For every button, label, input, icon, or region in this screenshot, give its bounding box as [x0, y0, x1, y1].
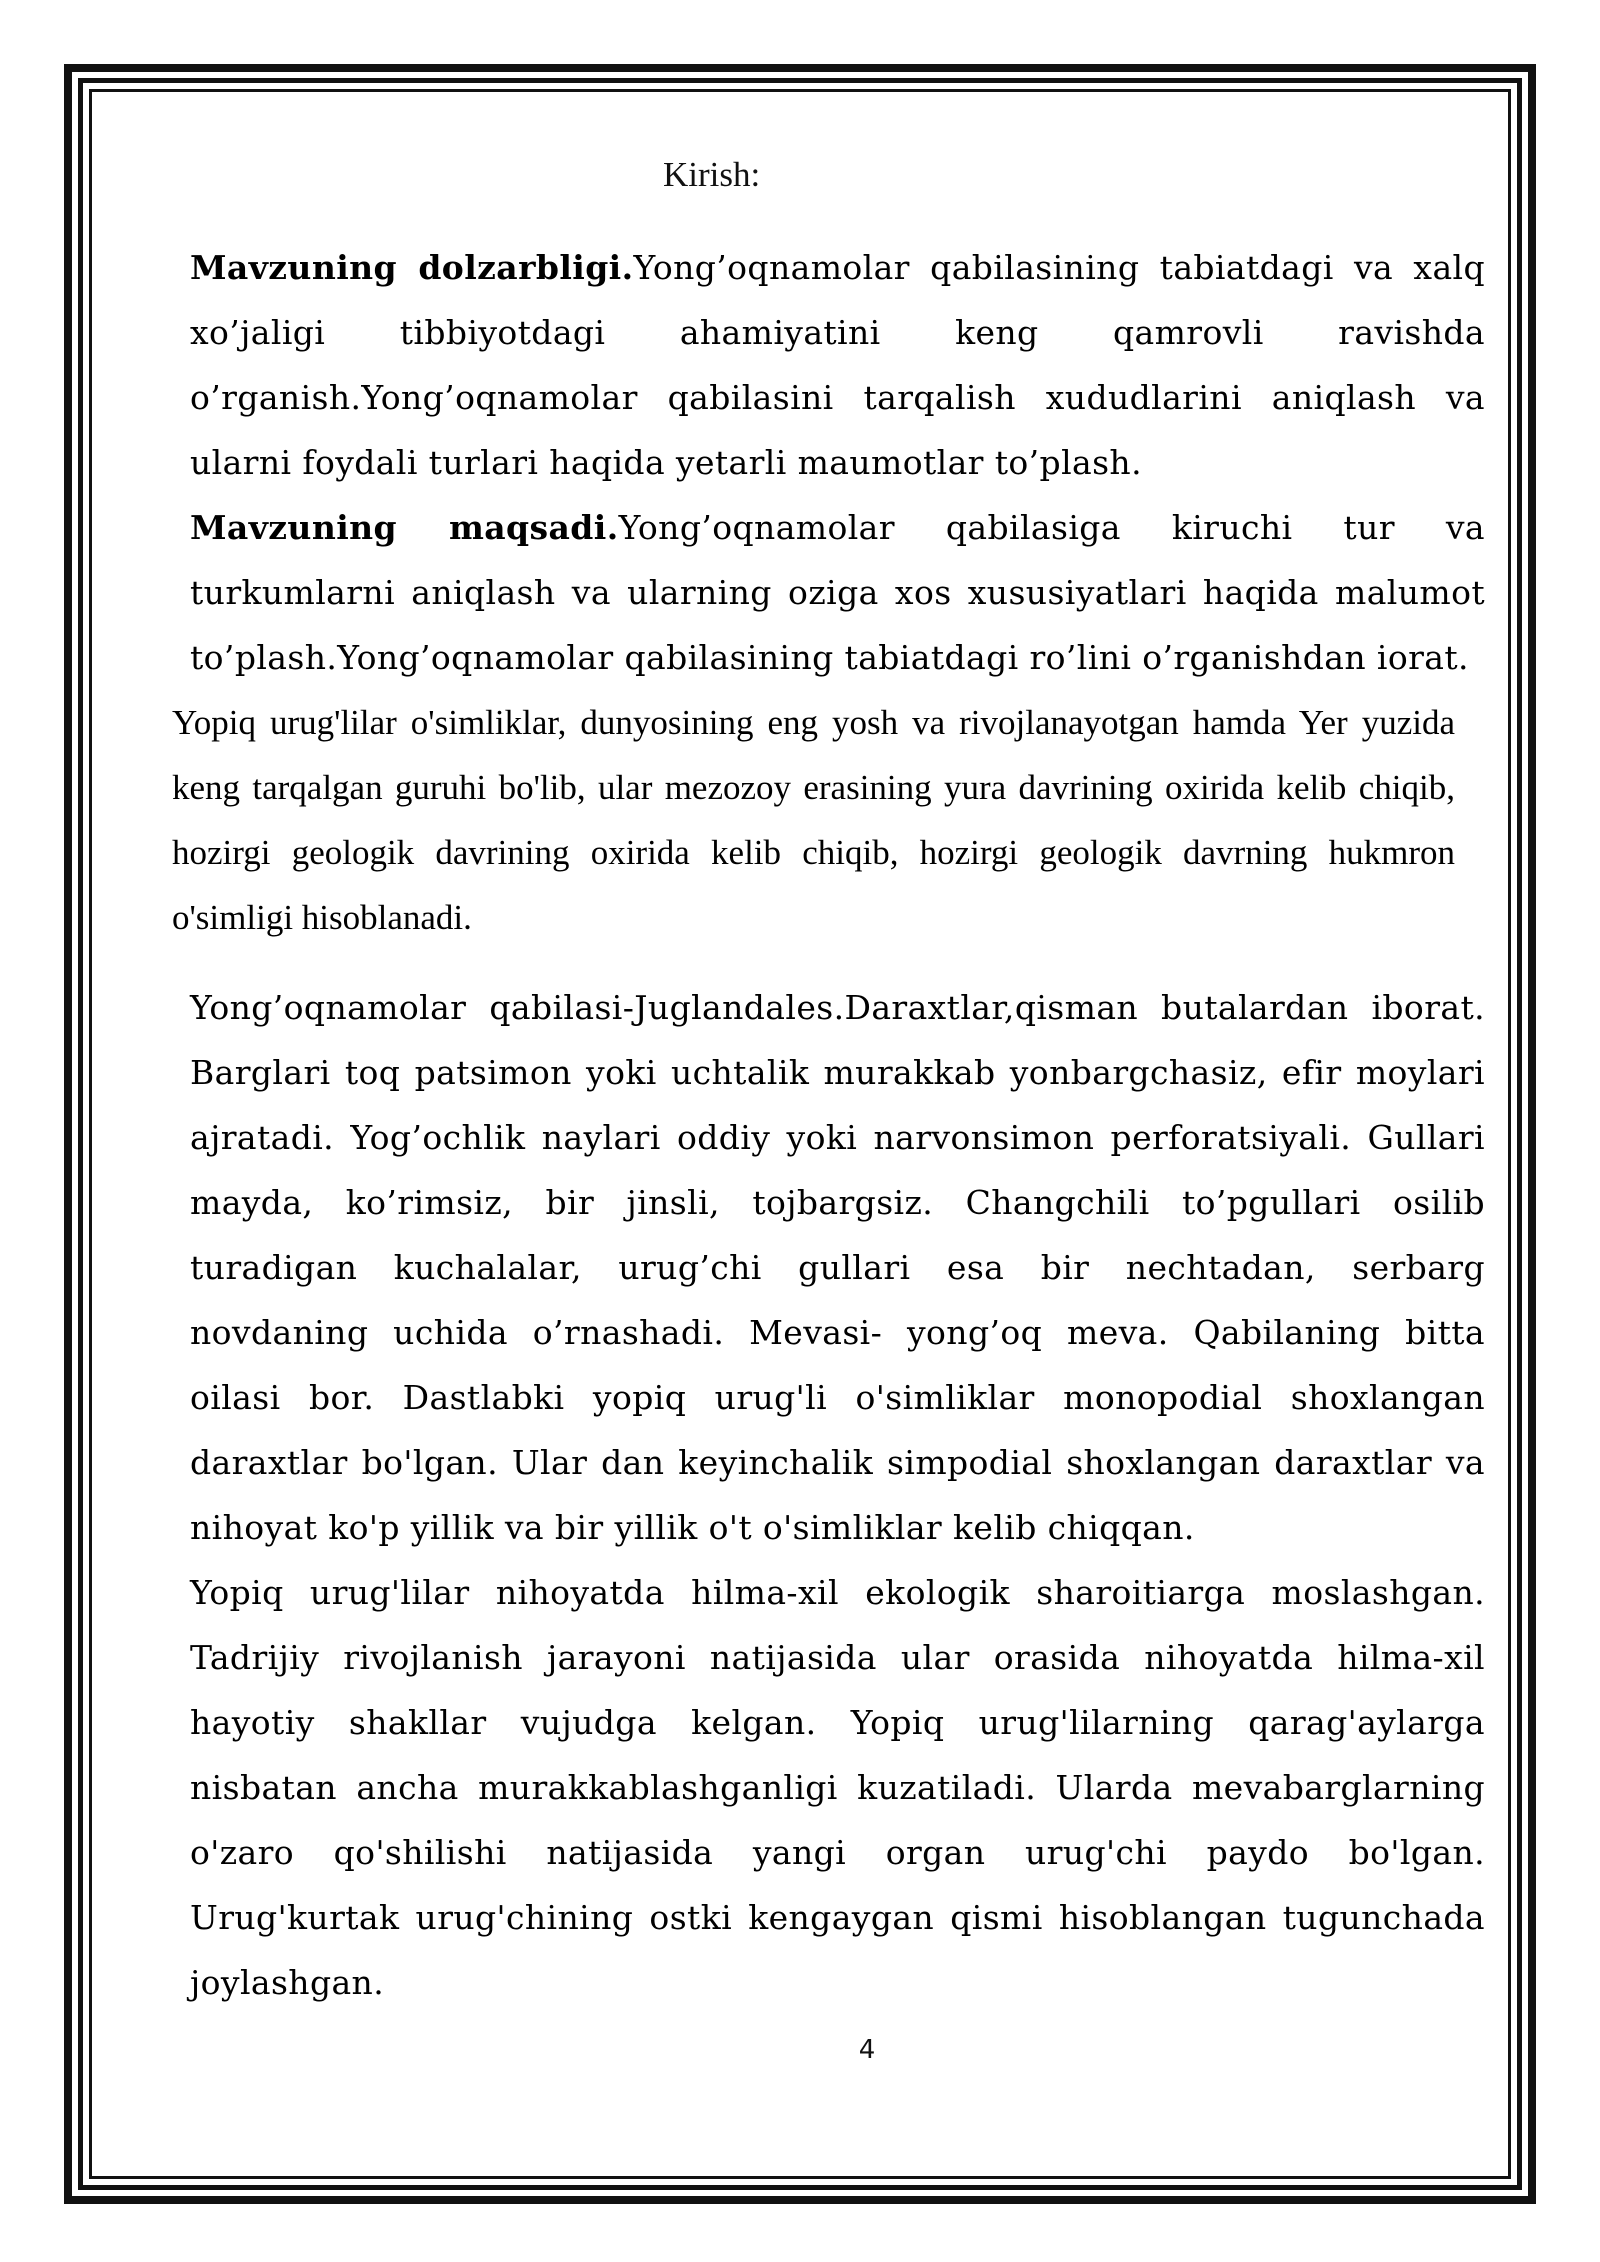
- goal-label: Mavzuning maqsadi.: [190, 508, 619, 547]
- angiosperms-paragraph: Yopiq urug'lilar o'simliklar, dunyosining eng yosh va rivojlanayotgan hamda Yer yuzida keng tarqalgan guruhi bo'lib, ular mezozoy erasining yura davrining oxirida kelib chiqib, hozirgi geologik davrining oxirida kelib chiqib, hozirgi geologik davrning hukmron o'simligi hisoblanadi.: [172, 703, 1455, 937]
- ecology-paragraph: Yopiq urug'lilar nihoyatda hilma-xil ekologik sharoitiarga moslashgan. Tadrijiy rivojlanish jarayoni natijasida ular orasida nihoyatda hilma-xil hayotiy shakllar vujudga kelgan. Yopiq urug'lilarning qarag'aylarga nisbatan ancha murakkablashganligi kuzatiladi. Ularda mevabarglarning o'zaro qo'shilishi natijasida yangi organ urug'chi paydo bo'lgan. Urug'kurtak urug'chining ostki kengaygan qismi hisoblangan tugunchada joylashgan.: [190, 1573, 1485, 2002]
- goal-text: Yong’oqnamolar qabilasiga kiruchi tur va turkumlarni aniqlash va ularning oziga xos xususiyatlari haqida malumot to’plash.Yong’oqnamolar qabilasining tabiatdagi ro’lini o’rganishdan iorat.: [190, 508, 1485, 677]
- section-heading: Kirish:: [663, 155, 761, 194]
- relevance-paragraph: [190, 235, 1485, 495]
- page-number: 4: [858, 2035, 876, 2065]
- juglandales-paragraph: Yong’oqnamolar qabilasi-Juglandales.Daraxtlar,qisman butalardan iborat. Barglari toq patsimon yoki uchtalik murakkab yonbargchasiz, efir moylari ajratadi. Yog’ochlik naylari oddiy yoki narvonsimon perforatsiyali. Gullari mayda, ko’rimsiz, bir jinsli, tojbargsiz. Changchili to’pgullari osilib turadigan kuchalalar, urug’chi gullari esa bir nechtadan, serbarg novdaning uchida o’rnashadi. Mevasi- yong’oq meva. Qabilaning bitta oilasi bor. Dastlabki yopiq urug'li o'simliklar monopodial shoxlangan daraxtlar bo'lgan. Ular dan keyinchalik simpodial shoxlangan daraxtlar va nihoyat ko'p yillik va bir yillik o't o'simliklar kelib chiqqan.: [190, 988, 1485, 1547]
- relevance-text: Yong’oqnamolar qabilasining tabiatdagi va xalq xo’jaligi tibbiyotdagi ahamiyatini keng qamrovli ravishda o’rganish.Yong’oqnamolar qabilasini tarqalish xududlarini aniqlash va ularni foydali turlari haqida yetarli maumotlar to’plash.: [190, 248, 1485, 482]
- relevance-label: Mavzuning dolzarbligi.: [190, 248, 634, 287]
- goal-paragraph: [190, 495, 1485, 690]
